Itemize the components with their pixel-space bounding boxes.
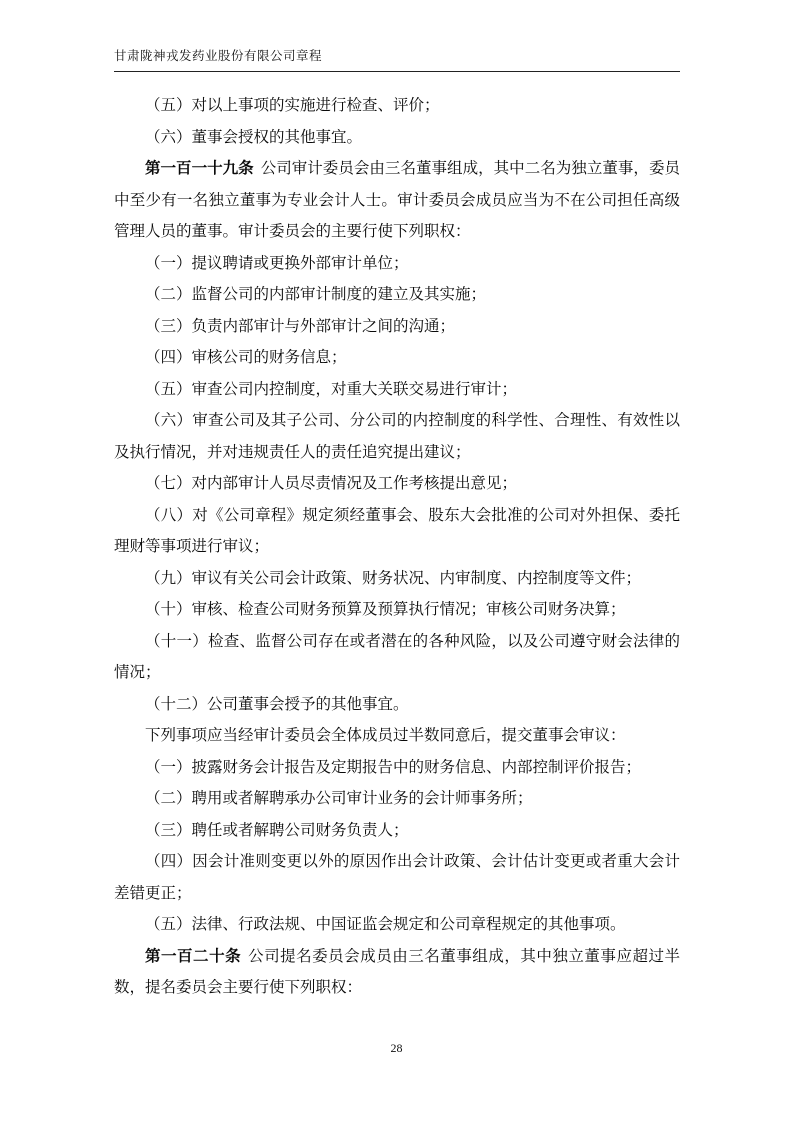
paragraph: （四）审核公司的财务信息；: [145, 349, 347, 366]
paragraph: （十一）检查、监督公司存在或者潜在的各种风险，以及公司遵守财会法律的情况；: [114, 632, 680, 681]
paragraph: （五）审查公司内控制度，对重大关联交易进行审计；: [145, 380, 518, 398]
paragraph: （五）法律、行政法规、中国证监会规定和公司章程规定的其他事项。: [145, 916, 626, 933]
document-footer: [0, 1041, 793, 1056]
paragraph: （六）审查公司及其子公司、分公司的内控制度的科学性、合理性、有效性以及执行情况，并对违规责任人的责任追究提出建议；: [114, 412, 680, 461]
paragraph: （二）聘用或者解聘承办公司审计业务的会计师事务所；: [145, 790, 533, 807]
paragraph: （九）审议有关公司会计政策、财务状况、内审制度、内控制度等文件；: [145, 569, 642, 587]
paragraph: 下列事项应当经审计委员会全体成员过半数同意后，提交董事会审议：: [145, 727, 626, 744]
article-number: 第一百一十九条: [145, 160, 254, 177]
document-body: [114, 90, 680, 1004]
document-header: [114, 46, 680, 72]
paragraph: 第一百一十九条 公司审计委员会由三名董事组成，其中二名为独立董事，委员中至少有一名独立董事为专业会计人士。审计委员会成员应当为不在公司担任高级管理人员的董事。审计委员会的主要行使下列职权：: [114, 160, 680, 240]
paragraph: （十二）公司董事会授予的其他事宜。: [145, 695, 409, 713]
document-header-title: 甘肃陇神戎发药业股份有限公司章程: [114, 49, 323, 63]
paragraph: （四）因会计准则变更以外的原因作出会计政策、会计估计变更或者重大会计差错更正；: [114, 853, 680, 902]
paragraph: （五）对以上事项的实施进行检查、评价；: [145, 97, 440, 114]
paragraph: （一）披露财务会计报告及定期报告中的财务信息、内部控制评价报告；: [145, 758, 642, 776]
page-number: 28: [390, 1041, 403, 1055]
paragraph: （六）董事会授权的其他事宜。: [145, 128, 363, 146]
paragraph: 第一百二十条 公司提名委员会成员由三名董事组成，其中独立董事应超过半数，提名委员会主要行使下列职权：: [114, 947, 680, 996]
paragraph: （三）负责内部审计与外部审计之间的沟通；: [145, 317, 456, 335]
paragraph: （一）提议聘请或更换外部审计单位；: [145, 254, 409, 272]
paragraph: （十）审核、检查公司财务预算及预算执行情况；审核公司财务决算；: [145, 601, 626, 618]
paragraph: （二）监督公司的内部审计制度的建立及其实施；: [145, 286, 487, 303]
article-number: 第一百二十条: [145, 947, 242, 965]
paragraph: （八）对《公司章程》规定须经董事会、股东大会批准的公司对外担保、委托理财等事项进行审议；: [114, 506, 680, 555]
paragraph: （三）聘任或者解聘公司财务负责人；: [145, 821, 409, 839]
paragraph: （七）对内部审计人员尽责情况及工作考核提出意见；: [145, 475, 518, 492]
